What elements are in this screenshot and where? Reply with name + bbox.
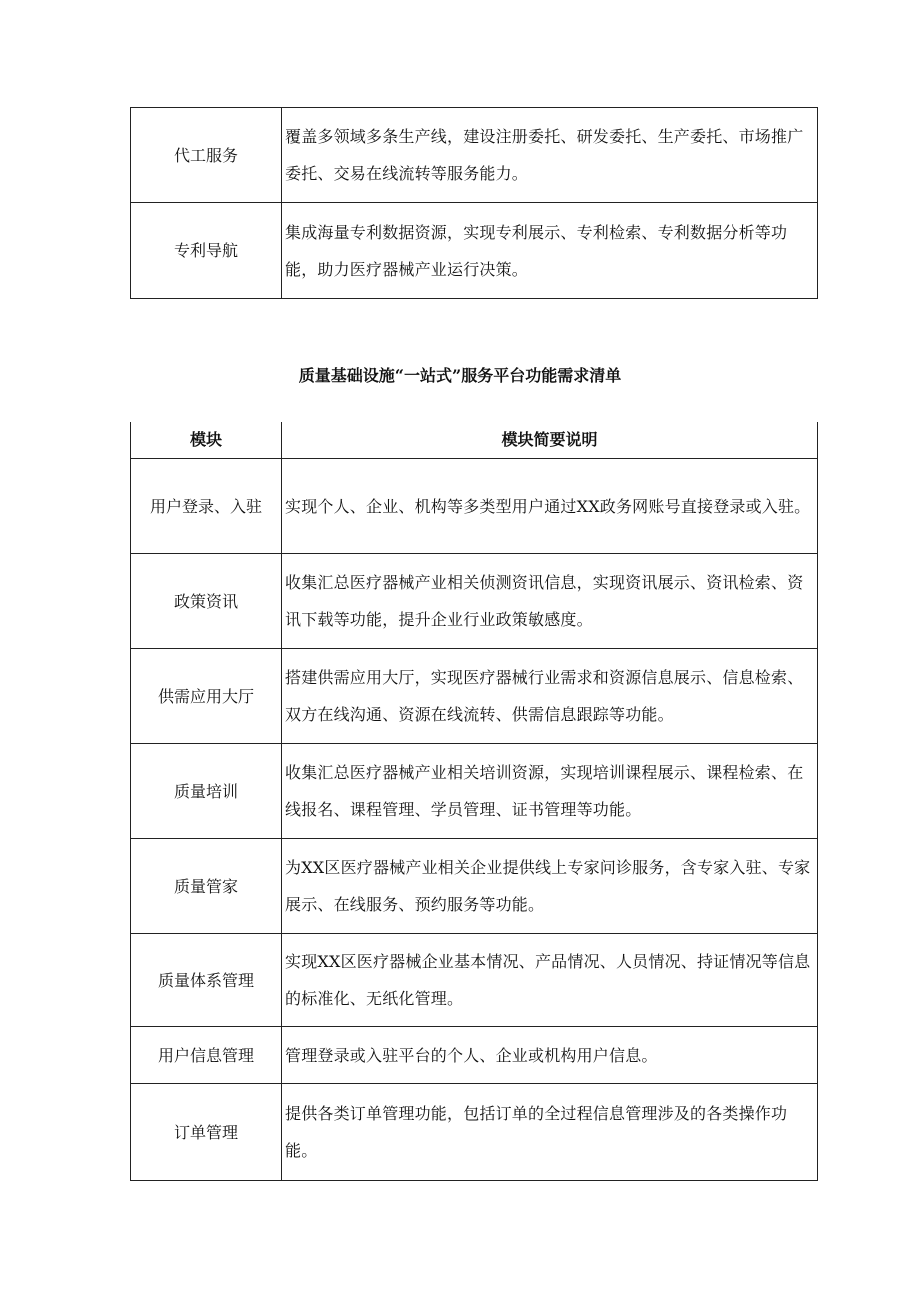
description-cell: 集成海量专利数据资源，实现专利展示、专利检索、专利数据分析等功能，助力医疗器械产业运行决策。	[282, 203, 818, 299]
table-row	[131, 1084, 818, 1181]
module-cell: 质量体系管理	[131, 934, 282, 1027]
column-header-description: 模块简要说明	[282, 422, 818, 459]
function-requirements-table	[130, 422, 818, 1181]
table-row	[131, 1027, 818, 1084]
table-row	[131, 934, 818, 1027]
module-cell: 质量培训	[131, 744, 282, 839]
description-cell: 搭建供需应用大厅，实现医疗器械行业需求和资源信息展示、信息检索、双方在线沟通、资源在线流转、供需信息跟踪等功能。	[282, 649, 818, 744]
description-cell: 管理登录或入驻平台的个人、企业或机构用户信息。	[282, 1027, 818, 1084]
module-cell: 代工服务	[131, 108, 282, 203]
section-title: 质量基础设施“一站式”服务平台功能需求清单	[298, 366, 622, 385]
description-cell: 收集汇总医疗器械产业相关培训资源，实现培训课程展示、课程检索、在线报名、课程管理、学员管理、证书管理等功能。	[282, 744, 818, 839]
table-row	[131, 554, 818, 649]
table-header-row	[131, 422, 818, 459]
module-cell: 用户信息管理	[131, 1027, 282, 1084]
description-cell: 实现XX区医疗器械企业基本情况、产品情况、人员情况、持证情况等信息的标准化、无纸化管理。	[282, 934, 818, 1027]
module-cell: 供需应用大厅	[131, 649, 282, 744]
table-row	[131, 203, 818, 299]
description-cell: 实现个人、企业、机构等多类型用户通过XX政务网账号直接登录或入驻。	[282, 459, 818, 554]
module-cell: 专利导航	[131, 203, 282, 299]
table-row	[131, 108, 818, 203]
table-row	[131, 459, 818, 554]
description-cell: 为XX区医疗器械产业相关企业提供线上专家问诊服务，含专家入驻、专家展示、在线服务、预约服务等功能。	[282, 839, 818, 934]
module-cell: 用户登录、入驻	[131, 459, 282, 554]
description-cell: 覆盖多领域多条生产线，建设注册委托、研发委托、生产委托、市场推广委托、交易在线流转等服务能力。	[282, 108, 818, 203]
table-row	[131, 744, 818, 839]
description-cell: 提供各类订单管理功能，包括订单的全过程信息管理涉及的各类操作功能。	[282, 1084, 818, 1181]
module-cell: 政策资讯	[131, 554, 282, 649]
table-row	[131, 649, 818, 744]
module-cell: 订单管理	[131, 1084, 282, 1181]
module-cell: 质量管家	[131, 839, 282, 934]
column-header-module: 模块	[131, 422, 282, 459]
service-table-continued	[130, 107, 818, 299]
description-cell: 收集汇总医疗器械产业相关侦测资讯信息，实现资讯展示、资讯检索、资讯下载等功能，提升企业行业政策敏感度。	[282, 554, 818, 649]
table-row	[131, 839, 818, 934]
